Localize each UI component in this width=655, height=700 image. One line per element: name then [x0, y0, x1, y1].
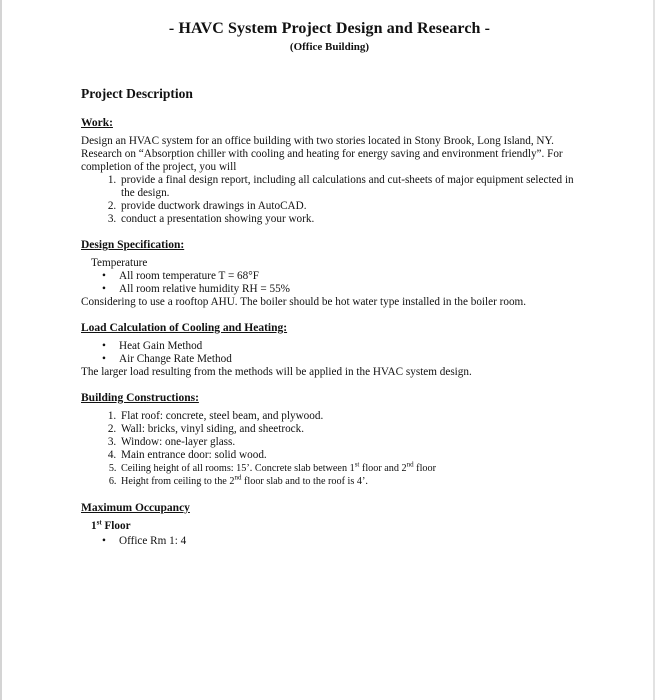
- load-calc-heading: Load Calculation of Cooling and Heating:: [81, 322, 288, 334]
- document-title: - HAVC System Project Design and Research -: [168, 20, 491, 37]
- list-item: 3. conduct a presentation showing your work.: [119, 213, 581, 226]
- list-item: 1. provide a final design report, including all calculations and cut-sheets of major equipment selected in the design.: [119, 174, 581, 200]
- load-calc-text: The larger load resulting from the methods will be applied in the HVAC system design.: [81, 366, 472, 378]
- building-heading: Building Constructions:: [81, 392, 199, 404]
- work-heading: Work:: [81, 117, 113, 129]
- list-item: 2. provide ductwork drawings in AutoCAD.: [119, 200, 581, 213]
- occupancy-list: [81, 535, 581, 548]
- list-item: 5. Ceiling height of all rooms: 15’. Concrete slab between 1st floor and 2nd floor: [119, 462, 581, 475]
- load-calc-list: [81, 340, 581, 366]
- document-subtitle: (Office Building): [289, 41, 370, 53]
- list-item: 1. Flat roof: concrete, steel beam, and plywood.: [119, 410, 581, 423]
- list-item: 6. Height from ceiling to the 2nd floor slab and to the roof is 4’.: [119, 475, 581, 488]
- list-item: • Air Change Rate Method: [102, 353, 232, 365]
- list-item: • Office Rm 1: 4: [102, 535, 187, 547]
- list-item: • Heat Gain Method: [102, 340, 203, 352]
- occupancy-heading: Maximum Occupancy: [81, 502, 190, 514]
- design-spec-heading: Design Specification:: [81, 239, 185, 251]
- design-spec-list: [81, 270, 581, 296]
- list-item: 2. Wall: bricks, vinyl siding, and sheetrock.: [119, 423, 581, 436]
- building-list: [81, 410, 581, 488]
- document-body: [81, 86, 581, 548]
- temperature-label: Temperature: [91, 257, 148, 269]
- floor-label: 1st Floor: [91, 518, 131, 532]
- design-spec-text: Considering to use a rooftop AHU. The boiler should be hot water type installed in the boiler room.: [81, 296, 527, 308]
- list-item: • All room temperature T = 68°F: [102, 270, 259, 282]
- list-item: 3. Window: one-layer glass.: [119, 436, 581, 449]
- list-item: • All room relative humidity RH = 55%: [102, 283, 290, 295]
- list-item: 4. Main entrance door: solid wood.: [119, 449, 581, 462]
- work-text: Design an HVAC system for an office building with two stories located in Stony Brook, Long Island, NY. Research on “Absorption chiller with cooling and heating for energy saving and environment friendly”. For completion of the project, you will: [81, 135, 563, 173]
- work-list: [81, 174, 581, 226]
- project-description-heading: Project Description: [81, 86, 193, 101]
